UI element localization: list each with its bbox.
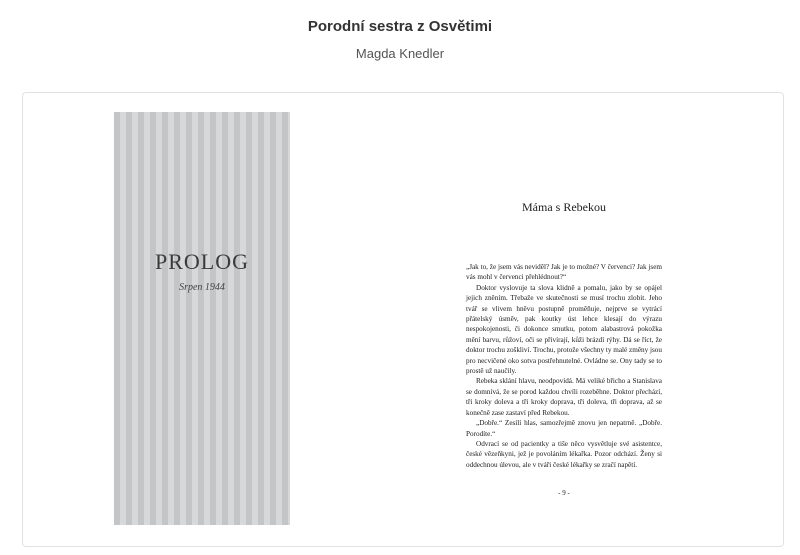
prolog-heading: PROLOG <box>154 249 249 274</box>
page-body-text <box>466 262 662 470</box>
chapter-title: Máma s Rebekou <box>522 200 606 214</box>
paragraph: Rebeka sklání hlavu, neodpovídá. Má veliké břicho a Stanislava se domnívá, že se porod každou chvíli rozeběhne. Doktor přechází, tři kroky doleva a tři kroky doprava, tři doleva, tři doprava, až se konečně zase zastaví před Rebekou. <box>466 377 662 417</box>
paragraph: „Dobře.“ Zesílí hlas, samozřejmě znovu jen nepatrně. „Dobře. Porodíte.“ <box>466 419 662 438</box>
paragraph: „Jak to, že jsem vás neviděl? Jak je to možné? V červenci? Jak jsem vás mohl v červenci přehlédnout?“ <box>466 263 662 282</box>
right-page <box>466 112 662 525</box>
page-number: - 9 - <box>558 489 570 497</box>
book-title: Porodní sestra z Osvětimi <box>307 18 493 35</box>
prolog-subheading: Srpen 1944 <box>179 282 225 293</box>
left-page <box>114 112 290 525</box>
book-author: Magda Knedler <box>355 46 445 61</box>
paragraph: Doktor vyslovuje ta slova klidně a pomalu, jako by se opájel jejich zněním. Třebaže ve skutečnosti se musí trochu zlobit. Jeho tvář se vlivem hněvu postupně proměňuje, nejprve se vytrácí přátelský úsměv, pak koutky úst lehce klesají do výrazu nespokojenosti, či dokonce smutku, potom alabastrová pokožka mění barvu, růžoví, oči se přivírají, kůži brázdí rýhy. Dá se říct, že doktor trochu zoškliví. Trochu, protože všechny ty malé změny jsou pro necvičené oko sotva postřehnutelné. Ovládne se. Ony tady se to prostě už naučily. <box>466 283 662 376</box>
paragraph: Odvrací se od pacientky a tiše něco vysvětluje své asistentce, české vězeňkyni, jež je povoláním lékařka. Pozor odchází. Ženy si oddechnou úlevou, ale v tváři české lékařky se zračí napětí. <box>466 439 662 469</box>
